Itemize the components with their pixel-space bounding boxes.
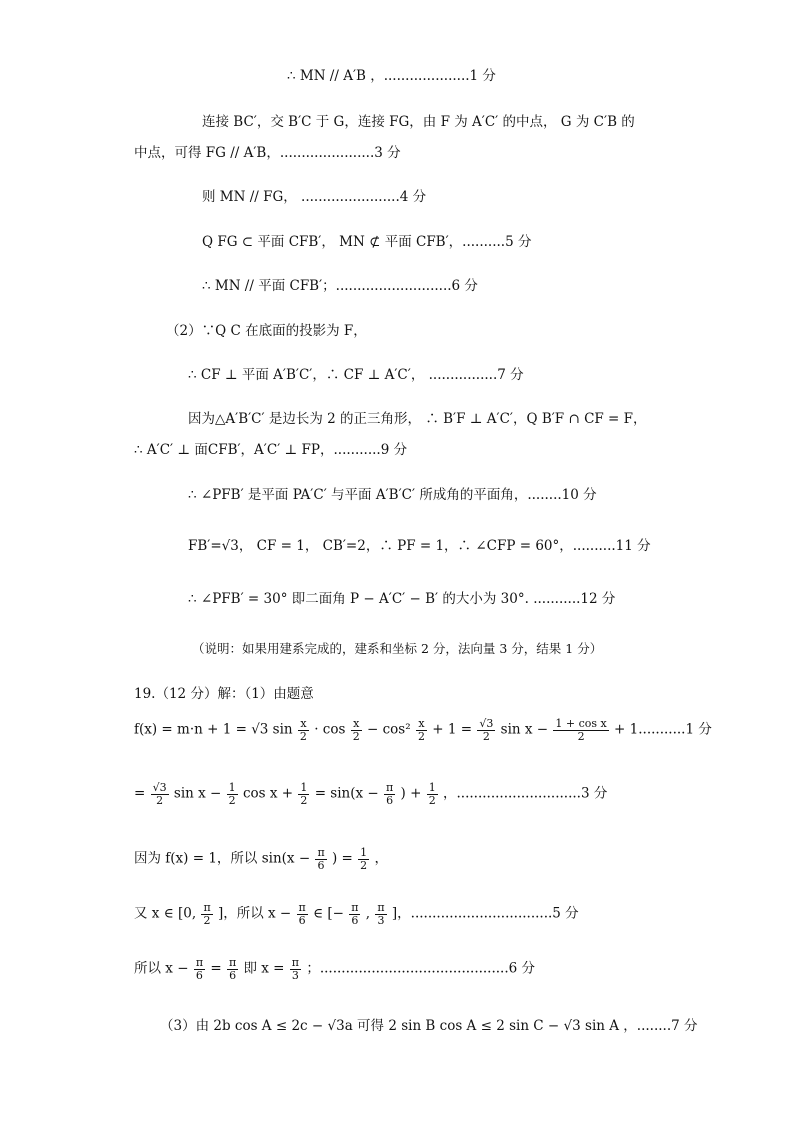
text: f(x) = m·n + 1 = √3 sin [134, 721, 293, 738]
fraction: $\frac{x}{2}$ [352, 717, 360, 743]
fraction: $\frac{\pi}{6}$ [228, 956, 237, 982]
fraction: $\frac{x}{2}$ [299, 717, 307, 743]
text: · cos [314, 721, 346, 738]
fraction: $\frac{\pi}{2}$ [203, 901, 211, 927]
text: sin x − [173, 785, 222, 802]
fraction: $\frac{\pi}{6}$ [317, 846, 325, 872]
fraction: $\frac{1}{2}$ [360, 846, 368, 872]
text: + 1 = [432, 721, 473, 738]
text: 即 x = [243, 960, 285, 977]
line-19 [134, 902, 579, 926]
text: ∈ [− [313, 905, 344, 922]
line-10: ∴ A′C′ ⊥ 面CFB′，A′C′ ⊥ FP，...........9 分 [134, 442, 408, 458]
line-15-problem-19: 19.（12 分）解：（1）由题意 [134, 686, 314, 702]
text: ， [374, 850, 388, 867]
line-6: ∴ MN // 平面 CFB′；...........................6 分 [202, 278, 478, 294]
text: 所以 x − [134, 960, 189, 977]
fraction: $\frac{1}{2}$ [428, 781, 436, 807]
fraction: $\frac{1}{2}$ [228, 781, 236, 807]
line-2: 连接 BC′，交 B′C 于 G，连接 FG，由 F 为 A′C′ 的中点， G 为 C′B 的 [202, 114, 635, 130]
line-18 [134, 847, 388, 871]
line-11: ∴ ∠PFB′ 是平面 PA′C′ 与平面 A′B′C′ 所成角的平面角，........10 分 [188, 487, 597, 503]
text: = sin(x − [314, 785, 379, 802]
line-5: Q FG ⊂ 平面 CFB′， MN ⊄ 平面 CFB′，..........5 分 [202, 234, 532, 250]
text: sin x − [500, 721, 549, 738]
line-12: FB′=√3， CF = 1， CB′=2，∴ PF = 1，∴ ∠CFP = 60°，..........11 分 [188, 538, 651, 554]
text: , [365, 905, 371, 922]
text: = [210, 960, 222, 977]
text: 因为 f(x) = 1，所以 sin(x − [134, 850, 311, 867]
line-1: ∴ MN // A′B ，....................1 分 [287, 68, 496, 84]
fraction: $\frac{x}{2}$ [417, 717, 425, 743]
text: ]，所以 x − [217, 905, 292, 922]
fraction: $\frac{\pi}{6}$ [386, 781, 394, 807]
text: ，.............................3 分 [443, 785, 608, 802]
text: cos x + [242, 785, 294, 802]
text: + 1...........1 分 [614, 721, 712, 738]
line-4: 则 MN // FG， .......................4 分 [202, 189, 427, 205]
line-21: （3）由 2b cos A ≤ 2c − √3a 可得 2 sin B cos A ≤ 2 sin C − √3 sin A ，........7 分 [160, 1018, 698, 1034]
line-20 [134, 957, 535, 981]
text: = [134, 785, 146, 802]
text: − cos² [367, 721, 411, 738]
line-3: 中点，可得 FG // A′B，......................3 分 [134, 145, 401, 161]
line-9: 因为△A′B′C′ 是边长为 2 的正三角形， ∴ B′F ⊥ A′C′，Q B′F ∩ CF = F， [188, 411, 647, 427]
text: ) = [331, 850, 353, 867]
fraction: $\frac{√3}{2}$ [479, 717, 494, 743]
fraction: $\frac{√3}{2}$ [152, 781, 167, 807]
fraction: $\frac{\pi}{3}$ [377, 901, 385, 927]
fraction: $\frac{1}{2}$ [300, 781, 308, 807]
line-7: （2）∵Q C 在底面的投影为 F， [166, 323, 367, 339]
line-14-note: （说明：如果用建系完成的，建系和坐标 2 分，法向量 3 分，结果 1 分） [192, 641, 603, 656]
text: ；............................................6 分 [306, 960, 536, 977]
fraction: $\frac{\pi}{3}$ [291, 956, 300, 982]
fraction: $\frac{\pi}{6}$ [298, 901, 306, 927]
line-8: ∴ CF ⊥ 平面 A′B′C′，∴ CF ⊥ A′C′， ................7 分 [188, 367, 524, 383]
line-17 [134, 782, 607, 806]
line-16-fx [134, 718, 712, 742]
fraction: $\frac{\pi}{6}$ [351, 901, 359, 927]
text: ) + [400, 785, 422, 802]
text: ]，.................................5 分 [391, 905, 579, 922]
line-13: ∴ ∠PFB′ = 30° 即二面角 P − A′C′ − B′ 的大小为 30°. ...........12 分 [188, 591, 616, 607]
fraction: $\frac{\pi}{6}$ [195, 956, 204, 982]
text: 又 x ∈ [0, [134, 905, 197, 922]
fraction: $\frac{\text{1 + cos x}}{2}$ [555, 717, 607, 743]
